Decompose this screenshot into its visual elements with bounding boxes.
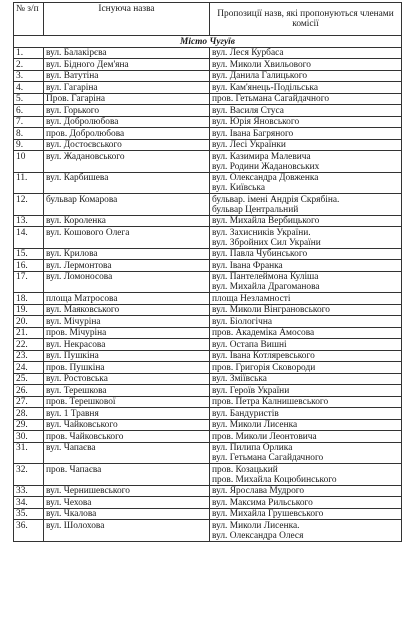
proposed-names-cell (210, 47, 402, 59)
row-number: 1. (14, 47, 44, 59)
row-number: 3. (14, 70, 44, 82)
row-number: 6. (14, 105, 44, 117)
proposed-name: пров. Григорія Сковороди (212, 362, 316, 373)
proposed-names-cell (210, 316, 402, 328)
existing-name-cell: бульвар Комарова (44, 194, 210, 216)
proposed-names-cell (210, 442, 402, 464)
existing-name-cell: вул. Шолохова (44, 520, 210, 542)
table-row (14, 139, 402, 151)
existing-name-cell: вул. Чайковського (44, 419, 210, 431)
existing-name-cell: вул. Чапаєва (44, 442, 210, 464)
table-row (14, 260, 402, 272)
row-number: 23. (14, 350, 44, 362)
proposed-name: вул. Збройних Сил України (212, 237, 321, 248)
row-number: 17. (14, 271, 44, 293)
existing-name-cell: вул. Гагаріна (44, 82, 210, 94)
existing-name-cell: вул. Добролюбова (44, 116, 210, 128)
table-row (14, 304, 402, 316)
proposed-name: вул. Миколи Хвильового (212, 59, 311, 70)
proposed-names-cell (210, 464, 402, 486)
proposed-name: вул. Миколи Вінграновського (212, 305, 330, 315)
proposed-names-cell (210, 339, 402, 351)
row-number: 21. (14, 327, 44, 339)
table-header-row (14, 3, 402, 36)
table-row (14, 93, 402, 105)
existing-name-cell: вул. Лермонтова (44, 260, 210, 272)
proposed-name: вул. Пилипа Орлика (212, 443, 293, 453)
row-number: 33. (14, 485, 44, 497)
proposed-names-cell (210, 408, 402, 420)
existing-name-cell: пров. Добролюбова (44, 128, 210, 140)
proposed-name: вул. Казимира Малевича (212, 151, 311, 162)
row-number: 16. (14, 260, 44, 272)
row-number: 13. (14, 215, 44, 227)
row-number: 5. (14, 93, 44, 105)
proposed-names-cell (210, 419, 402, 431)
row-number: 25. (14, 373, 44, 385)
existing-name-cell: пров. Мічуріна (44, 327, 210, 339)
row-number: 11. (14, 172, 44, 194)
header-number: № з/п (14, 3, 44, 36)
row-number: 28. (14, 408, 44, 420)
proposed-names-cell (210, 105, 402, 117)
proposed-name: вул. Київська (212, 183, 266, 193)
proposed-name: вул. Івана Багряного (212, 128, 294, 139)
row-number: 10 (14, 151, 44, 173)
existing-name-cell: вул. Мічуріна (44, 316, 210, 328)
existing-name-cell: вул. Крилова (44, 248, 210, 260)
table-row (14, 293, 402, 305)
table-row (14, 47, 402, 59)
proposed-name: бульвар. імені Андрія Скрябіна. (212, 194, 340, 205)
table-row (14, 373, 402, 385)
table-row (14, 59, 402, 71)
proposed-names-cell (210, 70, 402, 82)
existing-name-cell: площа Матросова (44, 293, 210, 305)
proposed-name: пров. Гетьмана Сагайдачного (212, 94, 330, 104)
existing-name-cell: вул. Достоєвського (44, 139, 210, 151)
row-number: 7. (14, 116, 44, 128)
existing-name-cell: вул. Ватутіна (44, 70, 210, 82)
proposed-name: вул. Гетьмана Сагайдачного (212, 453, 324, 463)
proposed-names-cell (210, 128, 402, 140)
table-row (14, 497, 402, 509)
proposed-name: пров. Петра Калнишевського (212, 397, 329, 407)
proposed-name: пров. Миколи Леонтовича (212, 431, 317, 442)
existing-name-cell: вул. Ростовська (44, 373, 210, 385)
proposed-name: вул. Максима Рильського (212, 497, 313, 508)
proposed-name: пров. Михайла Коцюбинського (212, 474, 337, 485)
table-row (14, 248, 402, 260)
table-row (14, 316, 402, 328)
existing-name-cell: вул. Жадановського (44, 151, 210, 173)
proposed-name: вул. Зміївська (212, 374, 267, 384)
row-number: 4. (14, 82, 44, 94)
table-row (14, 271, 402, 293)
proposed-names-cell (210, 485, 402, 497)
existing-name-cell: вул. Чернишевського (44, 485, 210, 497)
proposed-name: вул. Біологічна (212, 316, 273, 327)
table-row (14, 408, 402, 420)
existing-name-cell: вул. Карбишева (44, 172, 210, 194)
proposed-name: вул. Юрія Яновського (212, 117, 300, 127)
table-row (14, 82, 402, 94)
proposed-name: вул. Кам'янець-Подільська (212, 82, 319, 93)
row-number: 9. (14, 139, 44, 151)
table-row (14, 396, 402, 408)
proposed-name: пров. Академіка Амосова (212, 328, 315, 338)
proposed-names-cell (210, 82, 402, 94)
proposed-name: вул. Олександра Довженка (212, 173, 319, 183)
proposed-names-cell (210, 385, 402, 397)
table-row (14, 464, 402, 486)
proposed-names-cell (210, 172, 402, 194)
table-row (14, 194, 402, 216)
proposed-name: вул. Миколи Лисенка (212, 420, 298, 430)
proposed-name: вул. Івана Котляревського (212, 351, 315, 361)
proposed-name: вул. Івана Франка (212, 260, 283, 271)
proposed-names-cell (210, 116, 402, 128)
row-number: 8. (14, 128, 44, 140)
proposed-names-cell (210, 248, 402, 260)
existing-name-cell: вул. Короленка (44, 215, 210, 227)
row-number: 31. (14, 442, 44, 464)
proposed-names-cell (210, 194, 402, 216)
proposed-name: вул. Миколи Лисенка. (212, 520, 300, 531)
proposed-name: вул. Захисників України. (212, 227, 311, 238)
row-number: 24. (14, 362, 44, 374)
proposed-name: вул. Михайла Вербицького (212, 216, 320, 226)
proposed-name: вул. Олександра Олеся (212, 530, 304, 541)
proposed-names-cell (210, 151, 402, 173)
existing-name-cell: вул. Терешкова (44, 385, 210, 397)
row-number: 34. (14, 497, 44, 509)
existing-name-cell: Пров. Гагаріна (44, 93, 210, 105)
existing-name-cell: вул. Чехова (44, 497, 210, 509)
table-row (14, 215, 402, 227)
proposed-name: вул. Данила Галицького (212, 71, 308, 81)
proposed-names-cell (210, 271, 402, 293)
table-row (14, 116, 402, 128)
table-row (14, 419, 402, 431)
proposed-names-cell (210, 431, 402, 443)
row-number: 2. (14, 59, 44, 71)
table-row (14, 350, 402, 362)
proposed-names-cell (210, 520, 402, 542)
existing-name-cell: вул. Чкалова (44, 508, 210, 520)
table-row (14, 128, 402, 140)
existing-name-cell: вул. Балакірєва (44, 47, 210, 59)
proposed-names-cell (210, 304, 402, 316)
proposed-names-cell (210, 59, 402, 71)
existing-name-cell: пров. Чапаєва (44, 464, 210, 486)
row-number: 27. (14, 396, 44, 408)
proposed-names-cell (210, 260, 402, 272)
table-row (14, 70, 402, 82)
section-row (14, 36, 402, 48)
row-number: 19. (14, 304, 44, 316)
proposed-name: вул. Михайла Грушевського (212, 509, 324, 519)
header-proposed-names: Пропозиції назв, які пропонуються членами комісії (210, 3, 402, 36)
proposed-names-cell (210, 350, 402, 362)
proposed-names-cell (210, 508, 402, 520)
table-row (14, 151, 402, 173)
table-row (14, 431, 402, 443)
proposed-name: вул. Остапа Вишні (212, 339, 287, 350)
proposed-name: вул. Леся Курбаса (212, 48, 284, 58)
existing-name-cell: вул. Ломоносова (44, 271, 210, 293)
table-row (14, 442, 402, 464)
row-number: 18. (14, 293, 44, 305)
existing-name-cell: вул. Маяковського (44, 304, 210, 316)
proposed-name: вул. Василя Стуса (212, 105, 284, 116)
existing-name-cell: пров. Чайковського (44, 431, 210, 443)
row-number: 29. (14, 419, 44, 431)
table-row (14, 362, 402, 374)
proposed-names-cell (210, 215, 402, 227)
row-number: 26. (14, 385, 44, 397)
row-number: 20. (14, 316, 44, 328)
proposed-name: вул. Бандуристів (212, 408, 279, 419)
existing-name-cell: пров. Пушкіна (44, 362, 210, 374)
proposed-name: вул. Пантелеймона Куліша (212, 272, 319, 282)
proposed-name: пров. Козацький (212, 464, 278, 475)
existing-name-cell: пров. Терешкової (44, 396, 210, 408)
row-number: 35. (14, 508, 44, 520)
table-row (14, 339, 402, 351)
existing-name-cell: вул. Кошового Олега (44, 227, 210, 249)
proposed-name: площа Незламності (212, 293, 291, 304)
existing-name-cell: вул. 1 Травня (44, 408, 210, 420)
proposed-name: вул. Лесі Українки (212, 140, 286, 150)
proposed-names-cell (210, 396, 402, 408)
proposed-names-cell (210, 497, 402, 509)
proposed-names-cell (210, 373, 402, 385)
proposed-names-cell (210, 362, 402, 374)
row-number: 14. (14, 227, 44, 249)
existing-name-cell: вул. Пушкіна (44, 350, 210, 362)
proposed-names-cell (210, 327, 402, 339)
document-page (13, 2, 401, 542)
proposed-names-cell (210, 139, 402, 151)
existing-name-cell: вул. Некрасова (44, 339, 210, 351)
proposed-names-cell (210, 93, 402, 105)
table-row (14, 520, 402, 542)
row-number: 22. (14, 339, 44, 351)
row-number: 32. (14, 464, 44, 486)
row-number: 36. (14, 520, 44, 542)
table-row (14, 385, 402, 397)
proposed-name: бульвар Центральний (212, 204, 299, 215)
table-row (14, 172, 402, 194)
proposed-name: вул. Ярослава Мудрого (212, 486, 305, 496)
header-existing-name: Існуюча назва (44, 3, 210, 36)
table-row (14, 485, 402, 497)
proposed-name: вул. Героїв України (212, 385, 290, 396)
table-row (14, 105, 402, 117)
existing-name-cell: вул. Бідного Дем'яна (44, 59, 210, 71)
table-row (14, 327, 402, 339)
row-number: 30. (14, 431, 44, 443)
proposed-names-cell (210, 293, 402, 305)
section-title: Місто Чугуїв (14, 36, 402, 48)
proposed-name: вул. Родини Жадановських (212, 161, 320, 172)
street-renaming-table (13, 2, 402, 542)
existing-name-cell: вул. Горького (44, 105, 210, 117)
table-row (14, 227, 402, 249)
proposed-name: вул. Михайла Драгоманова (212, 282, 320, 292)
table-row (14, 508, 402, 520)
row-number: 12. (14, 194, 44, 216)
proposed-names-cell (210, 227, 402, 249)
row-number: 15. (14, 248, 44, 260)
proposed-name: вул. Павла Чубинського (212, 249, 308, 259)
